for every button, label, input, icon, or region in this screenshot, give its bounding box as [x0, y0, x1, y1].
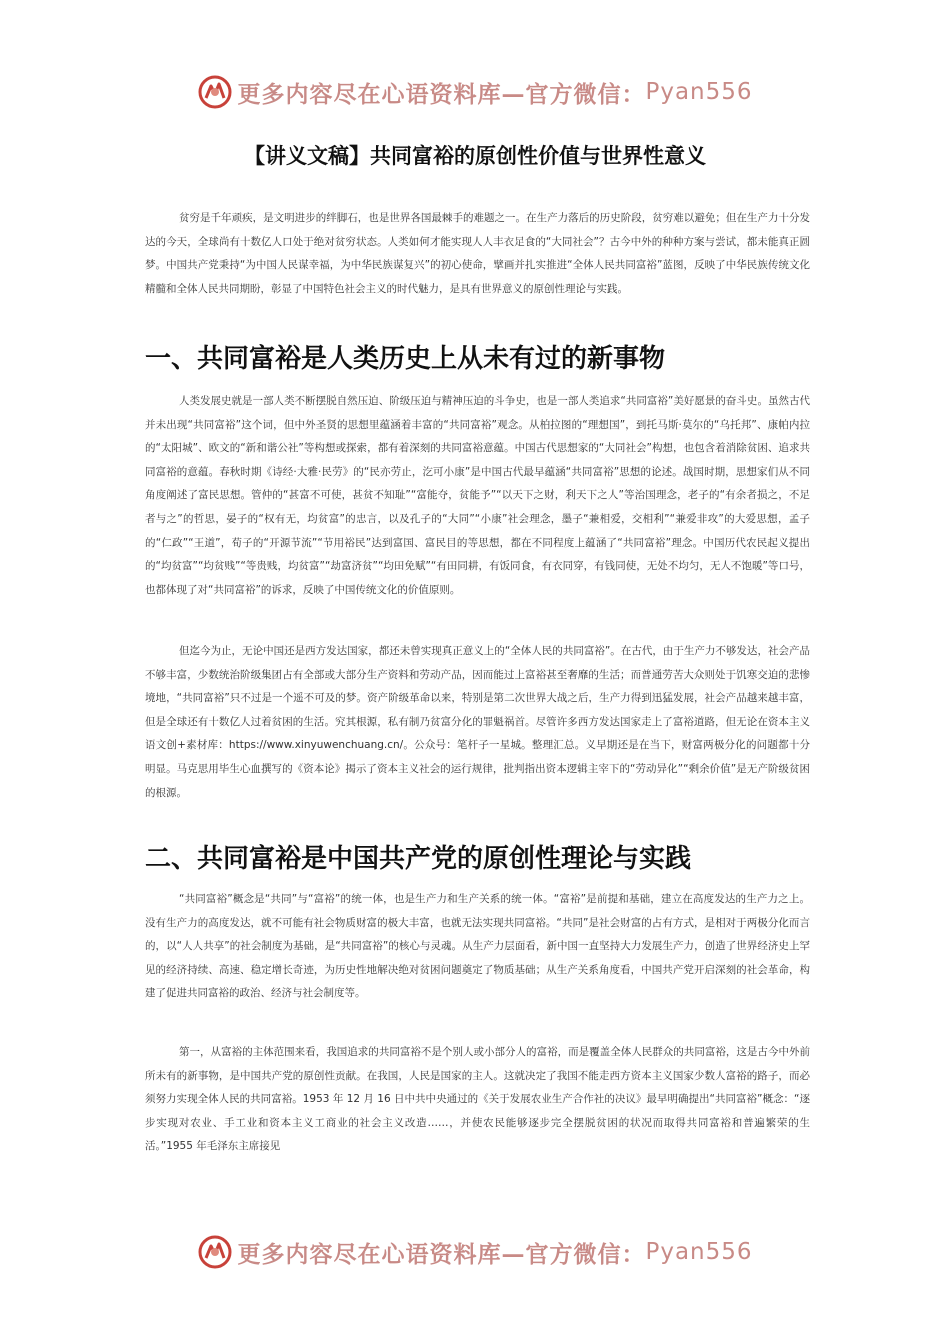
section-1-body-2 — [145, 640, 810, 805]
section-2-paragraph-2: 第一，从富裕的主体范围来看，我国追求的共同富裕不是个别人或小部分人的富裕，而是覆盖全体人民群众的共同富裕，这是古今中外前所未有的新事物，是中国共产党的原创性贡献。在我国，人民是国家的主人。这就决定了我国不能走西方资本主义国家少数人富裕的路子，而必须努力实现全体人民的共同富裕。1953 年 12 月 16 日中共中央通过的《关于发展农业生产合作社的决议》最早明确提出“共同富裕”概念：“逐步实现对农业、手工业和资本主义工商业的社会主义改造……，并使农民能够逐步完全摆脱贫困的状况而取得共同富裕和普遍繁荣的生活。”1955 年毛泽东主席接见 — [145, 1046, 810, 1153]
intro-paragraph: 贫穷是千年顽疾，是文明进步的绊脚石，也是世界各国最棘手的难题之一。在生产力落后的历史阶段，贫穷难以避免；但在生产力十分发达的今天，全球尚有十数亿人口处于绝对贫穷状态。人类如何才能实现人人丰衣足食的“大同社会”？古今中外的种种方案与尝试，都未能真正圆梦。中国共产党秉持“为中国人民谋幸福，为中华民族谋复兴”的初心使命，擘画并扎实推进“全体人民共同富裕”蓝图，反映了中华民族传统文化精髓和全体人民共同期盼，彰显了中国特色社会主义的时代魅力，是具有世界意义的原创性理论与实践。 — [145, 212, 810, 295]
section-2-body-2 — [145, 1041, 810, 1159]
banner-text: 更多内容尽在心语资料库—官方微信： — [237, 1240, 646, 1268]
section-1-heading: 一、共同富裕是人类历史上从未有过的新事物 — [145, 344, 666, 374]
intro-block — [145, 207, 810, 301]
section-1-paragraph-2: 但迄今为止，无论中国还是西方发达国家，都还未曾实现真正意义上的“全体人民的共同富裕”。在古代，由于生产力不够发达，社会产品不够丰富，少数统治阶级集团占有全部或大部分生产资料和劳动产品，因而能过上富裕甚至奢靡的生活；而普通劳苦大众则处于饥寒交迫的悲惨境地，“共同富裕”只不过是一个遥不可及的梦。资产阶级革命以来，特别是第二次世界大战之后，生产力得到迅猛发展，社会产品越来越丰富，但是全球还有十数亿人过着贫困的生活。究其根源，私有制乃贫富分化的罪魁祸首。尽管许多西方发达国家走上了富裕道路，但无论在资本主义语文创+素材库：https://www.xinyuwenchuang.cn/。公众号：笔杆子一星城。整理汇总。义早期还是在当下，财富两极分化的问题都十分明显。马克思用毕生心血撰写的《资本论》揭示了资本主义社会的运行规律，批判指出资本逻辑主宰下的“劳动异化”“剩余价值”是无产阶级贫困的根源。 — [145, 645, 810, 799]
section-1-paragraph-1: 人类发展史就是一部人类不断摆脱自然压迫、阶级压迫与精神压迫的斗争史，也是一部人类追求“共同富裕”美好愿景的奋斗史。虽然古代并未出现“共同富裕”这个词，但中外圣贤的思想里蕴涵着丰富的“共同富裕”观念。从柏拉图的“理想国”，到托马斯·莫尔的“乌托邦”、康帕内拉的“太阳城”、欧文的“新和谐公社”等构想或探索，都有着深刻的共同富裕意蕴。中国古代思想家的“大同社会”构想，也包含着消除贫困、追求共同富裕的意蕴。春秋时期《诗经·大雅·民劳》的“民亦劳止，汔可小康”是中国古代最早蕴涵“共同富裕”思想的论述。战国时期，思想家们从不同角度阐述了富民思想。管仲的“甚富不可使，甚贫不知耻”“富能夺，贫能予”“以天下之财，利天下之人”等治国理念，老子的“有余者损之，不足者与之”的哲思，晏子的“权有无，均贫富”的忠言，以及孔子的“大同”“小康”社会理念，墨子“兼相爱，交相利”“兼爱非攻”的大爱思想，孟子的“仁政”“王道”，荀子的“开源节流”“节用裕民”达到富国、富民目的等思想，都在不同程度上蕴涵了“共同富裕”理念。中国历代农民起义提出的“均贫富”“均贫贱”“等贵贱，均贫富”“劫富济贫”“均田免赋”“有田同耕，有饭同食，有衣同穿，有钱同使，无处不均匀，无人不饱暖”等口号，也都体现了对“共同富裕”的诉求，反映了中国传统文化的价值原则。 — [145, 395, 810, 596]
document-title: 【讲义文稿】共同富裕的原创性价值与世界性意义 — [244, 144, 706, 168]
section-2-body — [145, 888, 810, 1006]
header-banner — [0, 72, 950, 112]
brand-logo-icon — [197, 1234, 233, 1270]
banner-contact: Pyan556 — [645, 79, 753, 105]
section-2-heading: 二、共同富裕是中国共产党的原创性理论与实践 — [145, 844, 692, 874]
brand-logo-icon — [197, 74, 233, 110]
banner-text: 更多内容尽在心语资料库—官方微信： — [237, 80, 646, 108]
section-2-paragraph-1: “共同富裕”概念是“共同”与“富裕”的统一体，也是生产力和生产关系的统一体。“富裕”是前提和基础，建立在高度发达的生产力之上。没有生产力的高度发达，就不可能有社会物质财富的极大丰富，也就无法实现共同富裕。“共同”是社会财富的占有方式，是相对于两极分化而言的，以“人人共享”的社会制度为基础，是“共同富裕”的核心与灵魂。从生产力层面看，新中国一直坚持大力发展生产力，创造了世界经济史上罕见的经济持续、高速、稳定增长奇迹，为历史性地解决绝对贫困问题奠定了物质基础；从生产关系角度看，中国共产党开启深刻的社会革命，构建了促进共同富裕的政治、经济与社会制度等。 — [145, 893, 810, 1000]
footer-banner — [0, 1232, 950, 1272]
section-1-body — [145, 390, 810, 602]
banner-contact: Pyan556 — [645, 1239, 753, 1265]
